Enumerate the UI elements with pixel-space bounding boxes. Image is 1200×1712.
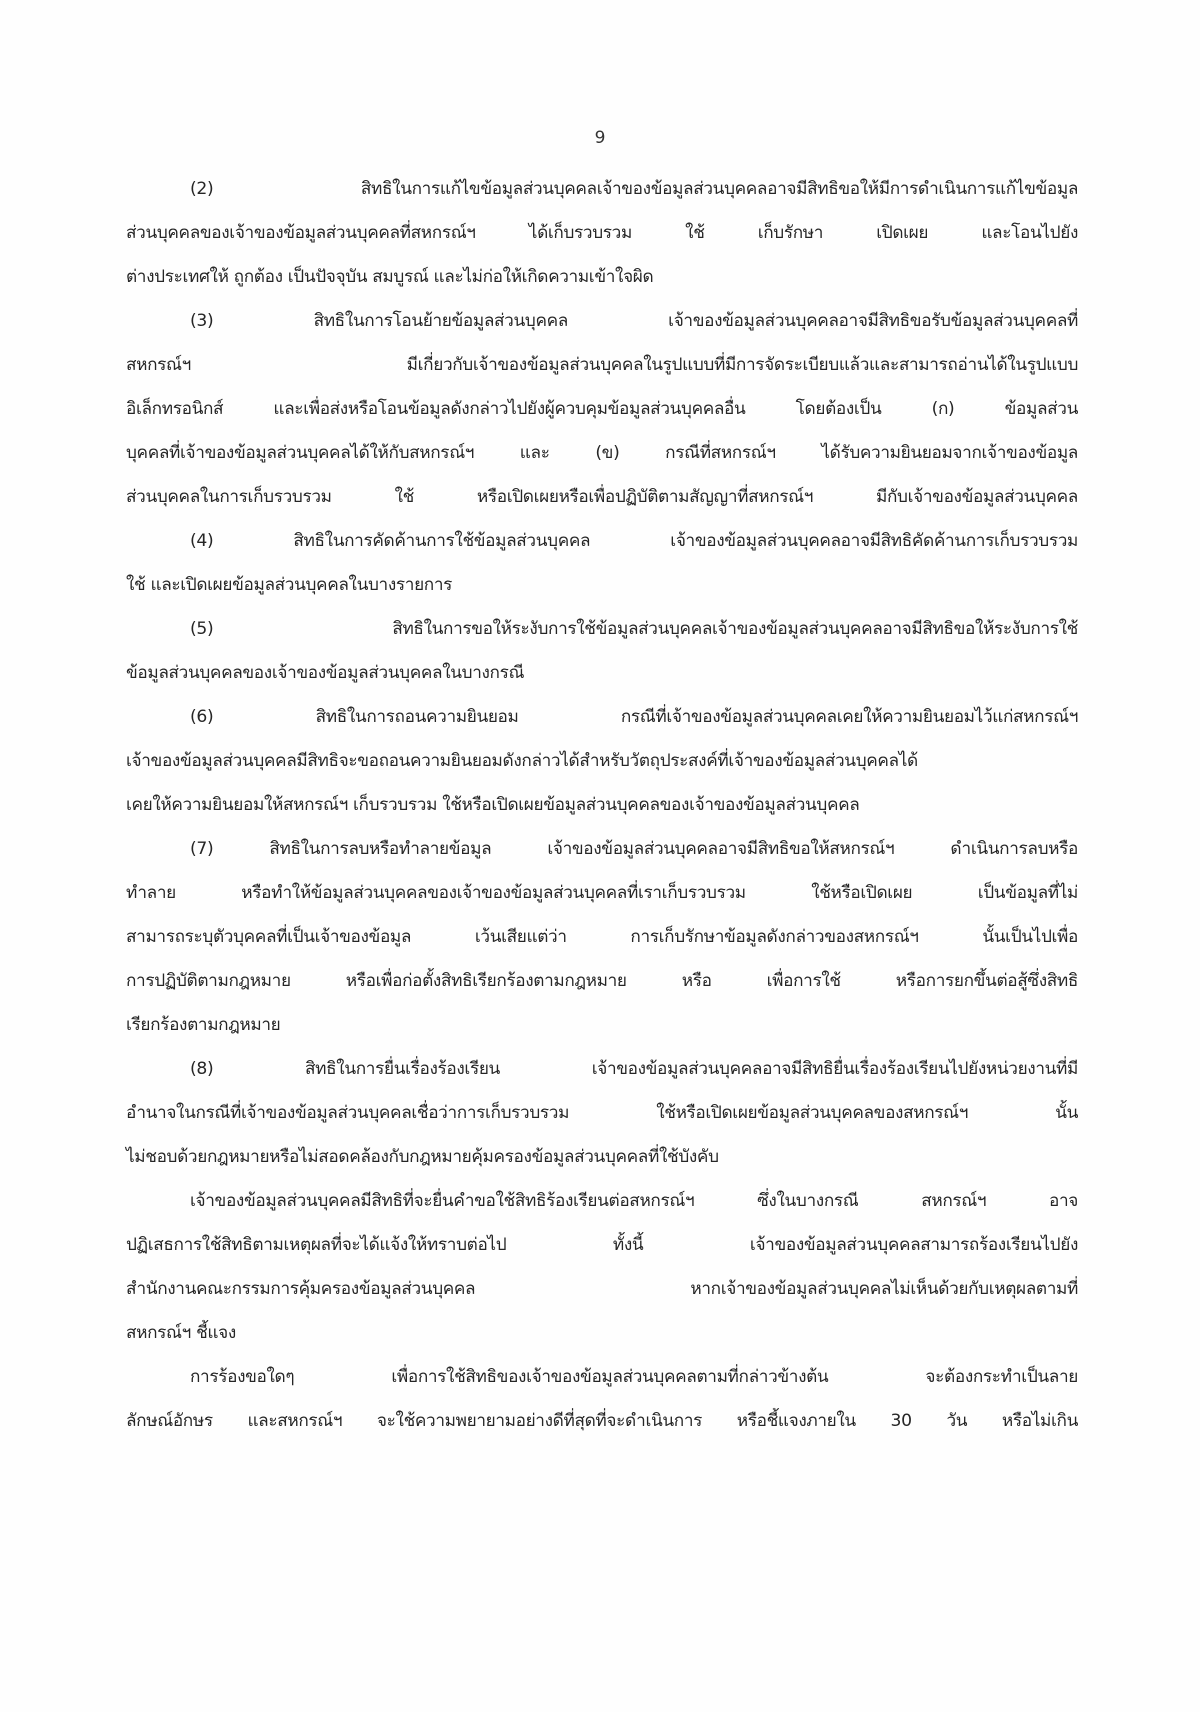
paragraph-right-6-line: (6) สิทธิในการถอนความยินยอม กรณีที่เจ้าของข้อมูลส่วนบุคคลเคยให้ความยินยอมไว้แก่สหกรณ์ฯ [190,707,1078,727]
paragraph-right-7-line: ทำลาย หรือทำให้ข้อมูลส่วนบุคคลของเจ้าของข้อมูลส่วนบุคคลที่เราเก็บรวบรวม ใช้หรือเปิดเผย เป็นข้อมูลที่ไม่ [126,883,1078,903]
paragraph-right-7-line: สามารถระบุตัวบุคคลที่เป็นเจ้าของข้อมูล เว้นเสียแต่ว่า การเก็บรักษาข้อมูลดังกล่าวของสหกรณ์ฯ นั้นเป็นไปเพื่อ [126,927,1078,947]
paragraph-right-8-line: (8) สิทธิในการยื่นเรื่องร้องเรียน เจ้าของข้อมูลส่วนบุคคลอาจมีสิทธิยื่นเรื่องร้องเรียนไปยังหน่วยงานที่มี [190,1059,1078,1079]
paragraph-right-5-line: ข้อมูลส่วนบุคคลของเจ้าของข้อมูลส่วนบุคคลในบางกรณี [126,663,525,683]
paragraph-request-procedure-line: การร้องขอใดๆ เพื่อการใช้สิทธิของเจ้าของข้อมูลส่วนบุคคลตามที่กล่าวข้างต้น จะต้องกระทำเป็นลาย [190,1367,1078,1387]
paragraph-right-7-line: เรียกร้องตามกฎหมาย [126,1015,281,1035]
paragraph-right-7-line: การปฏิบัติตามกฎหมาย หรือเพื่อก่อตั้งสิทธิเรียกร้องตามกฎหมาย หรือ เพื่อการใช้ หรือการยกขึ้นต่อสู้ซึ่งสิทธิ [126,971,1078,991]
paragraph-right-4-line: (4) สิทธิในการคัดค้านการใช้ข้อมูลส่วนบุคคล เจ้าของข้อมูลส่วนบุคคลอาจมีสิทธิคัดค้านการเก็บรวบรวม [190,531,1078,551]
paragraph-right-3-line: (3) สิทธิในการโอนย้ายข้อมูลส่วนบุคคล เจ้าของข้อมูลส่วนบุคคลอาจมีสิทธิขอรับข้อมูลส่วนบุคคลที่ [190,311,1078,331]
paragraph-exercise-rights-line: เจ้าของข้อมูลส่วนบุคคลมีสิทธิที่จะยื่นคำขอใช้สิทธิร้องเรียนต่อสหกรณ์ฯ ซึ่งในบางกรณี สหกรณ์ฯ อาจ [190,1191,1078,1211]
paragraph-right-2-line: (2) สิทธิในการแก้ไขข้อมูลส่วนบุคคลเจ้าของข้อมูลส่วนบุคคลอาจมีสิทธิขอให้มีการดำเนินการแก้ไขข้อมูล [190,179,1078,199]
paragraph-right-2-line: ส่วนบุคคลของเจ้าของข้อมูลส่วนบุคคลที่สหกรณ์ฯ ได้เก็บรวบรวม ใช้ เก็บรักษา เปิดเผย และโอนไปยัง [126,223,1078,243]
paragraph-right-8-line: อำนาจในกรณีที่เจ้าของข้อมูลส่วนบุคคลเชื่อว่าการเก็บรวบรวม ใช้หรือเปิดเผยข้อมูลส่วนบุคคลของสหกรณ์ฯ นั้น [126,1103,1078,1123]
paragraph-right-4-line: ใช้ และเปิดเผยข้อมูลส่วนบุคคลในบางรายการ [126,575,453,595]
paragraph-right-6-line: เคยให้ความยินยอมให้สหกรณ์ฯ เก็บรวบรวม ใช้หรือเปิดเผยข้อมูลส่วนบุคคลของเจ้าของข้อมูลส่วนบุคคล [126,795,860,815]
paragraph-right-8-line: ไม่ชอบด้วยกฎหมายหรือไม่สอดคล้องกับกฎหมายคุ้มครองข้อมูลส่วนบุคคลที่ใช้บังคับ [126,1147,719,1167]
paragraph-right-3-line: สหกรณ์ฯ มีเกี่ยวกับเจ้าของข้อมูลส่วนบุคคลในรูปแบบที่มีการจัดระเบียบแล้วและสามารถอ่านได้ในรูปแบบ [126,355,1078,375]
paragraph-right-6-line: เจ้าของข้อมูลส่วนบุคคลมีสิทธิจะขอถอนความยินยอมดังกล่าวได้สำหรับวัตถุประสงค์ที่เจ้าของข้อมูลส่วนบุคคลได้ [126,751,918,771]
paragraph-right-2-line: ต่างประเทศให้ ถูกต้อง เป็นปัจจุบัน สมบูรณ์ และไม่ก่อให้เกิดความเข้าใจผิด [126,267,654,287]
paragraph-exercise-rights-line: ปฏิเสธการใช้สิทธิตามเหตุผลที่จะได้แจ้งให้ทราบต่อไป ทั้งนี้ เจ้าของข้อมูลส่วนบุคคลสามารถร้องเรียนไปยัง [126,1235,1078,1255]
paragraph-exercise-rights-line: สหกรณ์ฯ ชี้แจง [126,1323,236,1343]
page-number: 9 [594,128,606,148]
paragraph-exercise-rights-line: สำนักงานคณะกรรมการคุ้มครองข้อมูลส่วนบุคคล หากเจ้าของข้อมูลส่วนบุคคลไม่เห็นด้วยกับเหตุผลตามที่ [126,1279,1078,1299]
paragraph-request-procedure-line: ลักษณ์อักษร และสหกรณ์ฯ จะใช้ความพยายามอย่างดีที่สุดที่จะดำเนินการ หรือชี้แจงภายใน 30 วัน หรือไม่เกิน [126,1411,1078,1431]
paragraph-right-3-line: บุคคลที่เจ้าของข้อมูลส่วนบุคคลได้ให้กับสหกรณ์ฯ และ (ข) กรณีที่สหกรณ์ฯ ได้รับความยินยอมจากเจ้าของข้อมูล [126,443,1078,463]
paragraph-right-3-line: ส่วนบุคคลในการเก็บรวบรวม ใช้ หรือเปิดเผยหรือเพื่อปฏิบัติตามสัญญาที่สหกรณ์ฯ มีกับเจ้าของข้อมูลส่วนบุคคล [126,487,1078,507]
paragraph-right-3-line: อิเล็กทรอนิกส์ และเพื่อส่งหรือโอนข้อมูลดังกล่าวไปยังผู้ควบคุมข้อมูลส่วนบุคคลอื่น โดยต้องเป็น (ก) ข้อมูลส่วน [126,399,1078,419]
paragraph-right-7-line: (7) สิทธิในการลบหรือทำลายข้อมูล เจ้าของข้อมูลส่วนบุคคลอาจมีสิทธิขอให้สหกรณ์ฯ ดำเนินการลบหรือ [190,839,1078,859]
paragraph-right-5-line: (5) สิทธิในการขอให้ระงับการใช้ข้อมูลส่วนบุคคลเจ้าของข้อมูลส่วนบุคคลอาจมีสิทธิขอให้ระงับการใช้ [190,619,1078,639]
